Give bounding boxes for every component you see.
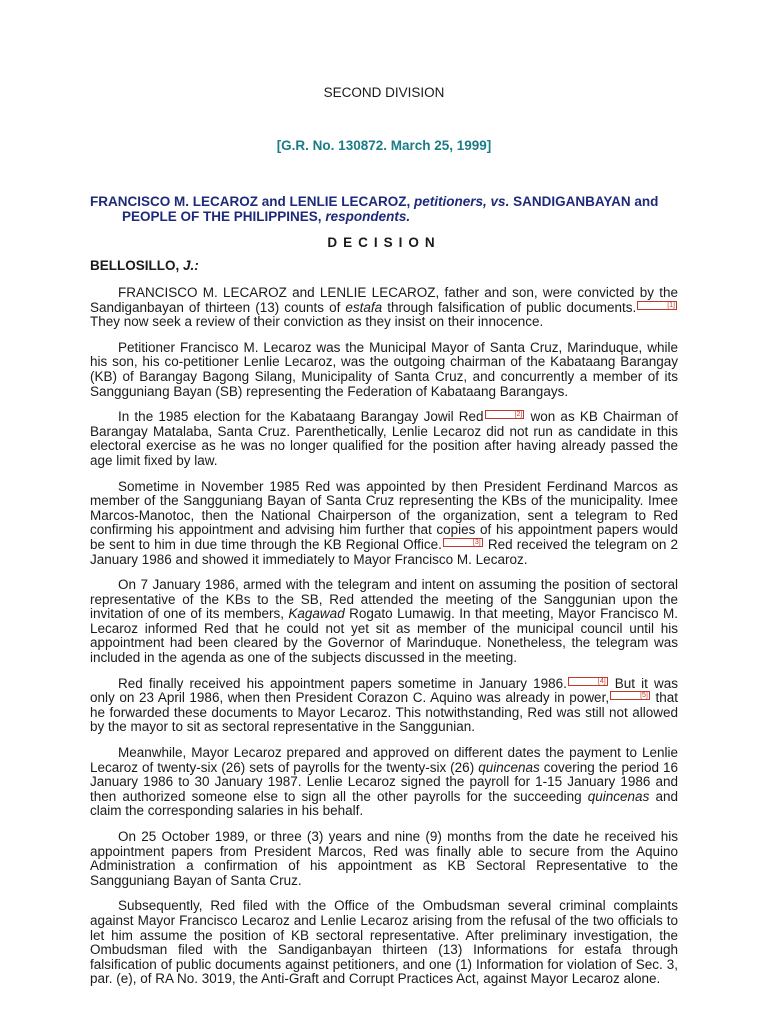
paragraph-5 (90, 578, 678, 666)
respondents-label: respondents. (325, 209, 411, 224)
p7-text-a: Meanwhile, Mayor Lecaroz prepared and approved on different dates the payment to Lenlie Lecaroz of twenty-six (26) sets of payrolls for the twenty-six (26) (90, 745, 678, 775)
division-heading: SECOND DIVISION (323, 85, 445, 100)
decision-body (90, 286, 678, 998)
petitioners-names: FRANCISCO M. LECAROZ and LENLIE LECAROZ, (90, 194, 411, 209)
p1-text-a: FRANCISCO M. LECAROZ and LENLIE LECAROZ, father and son, were convicted by the Sandiganbayan of thirteen (13) counts of (90, 285, 678, 315)
p7-italic-quincenas-2: quincenas (587, 788, 650, 804)
p5-text-c: Rogato Lumawig. In that meeting, Mayor Francisco M. Lecaroz informed Red that he could not yet sit as member of the municipal council until his appointment had been cleared by the Governor of Marinduque. Nonetheless, the telegram was included in the agenda as one of the subjects discussed in the meeting. (90, 606, 679, 666)
petitioners-label: petitioners, (414, 194, 487, 209)
p4-text-a: Sometime in November 1985 Red was appointed by then President Ferdinand Marcos as member of the Sangguniang Bayan of Santa Cruz representing the KBs of the municipality. Imee Marcos-Manotoc, then the National Chairperson of the organization, sent a telegram to Red confirming his appointment and advising him further that copies of his appointment papers would be sent to him in due time through the KB Regional Office. (90, 478, 678, 552)
p1-text-c: through falsification of public documents. (382, 299, 637, 315)
p7-text-c: covering the period 16 January 1986 to 30 January 1987. Lenlie Lecaroz signed the payroll for 1-15 January 1986 and then authorized someone else to sign all the other payrolls for the succeeding (90, 759, 679, 804)
p7-text-e: and claim the corresponding salaries in his behalf. (90, 788, 678, 819)
paragraph-4 (90, 480, 678, 568)
p5-text-a: On 7 January 1986, armed with the telegram and intent on assuming the position of sectoral representative of the KBs to the SB, Red attended the meeting of the Sanggunian upon the invitation of one of its members, (90, 577, 678, 622)
p3-text-a: In the 1985 election for the Kabataang Barangay Jowil Red (118, 409, 484, 425)
p4-text-b: Red received the telegram on 2 January 1986 and showed it immediately to Mayor Francisco M. Lecaroz. (90, 536, 678, 567)
respondents-names-line2: PEOPLE OF THE PHILIPPINES, (122, 209, 322, 224)
p5-italic-kagawad: Kagawad (288, 606, 345, 622)
footnote-link-1[interactable]: [1] (637, 301, 677, 310)
paragraph-3 (90, 410, 678, 468)
paragraph-9: Subsequently, Red filed with the Office of the Ombudsman several criminal complaints against Mayor Francisco Lecaroz and Lenlie Lecaroz arising from the refusal of the two officials to let him assume the position of KB sectoral representative. After preliminary investigation, the Ombudsman filed with the Sandiganbayan thirteen (13) Informations for estafa through falsification of public documents against petitioners, and one (1) Information for violation of Sec. 3, par. (e), of RA No. 3019, the Anti-Graft and Corrupt Practices Act, against Mayor Lecaroz alone. (90, 898, 678, 987)
footnote-link-5[interactable]: [5] (610, 691, 650, 700)
decision-title: DECISION (327, 235, 441, 250)
p6-text-c: that he forwarded these documents to Mayor Lecaroz. This notwithstanding, Red was still not allowed by the mayor to sit as sectoral representative in the Sanggunian. (90, 690, 678, 735)
footnote-link-2[interactable]: [2] (485, 410, 525, 419)
p6-text-b: But it was only on 23 April 1986, when then President Corazon C. Aquino was already in power, (90, 675, 678, 706)
paragraph-6 (90, 677, 678, 735)
paragraph-1 (90, 286, 678, 330)
case-number: [G.R. No. 130872. March 25, 1999] (276, 138, 492, 153)
paragraph-8: On 25 October 1989, or three (3) years and nine (9) months from the date he received his appointment papers from President Marcos, Red was finally able to secure from the Aquino Administration a confirmation of his appointment as KB Sectoral Representative to the Sangguniang Bayan of Santa Cruz. (90, 829, 678, 888)
respondents-names-line1: SANDIGANBAYAN and (513, 194, 659, 209)
p1-text-d: They now seek a review of their conviction as they insist on their innocence. (90, 314, 544, 330)
ponente (90, 258, 199, 273)
ponente-name: BELLOSILLO, (90, 258, 180, 273)
p1-italic-estafa: estafa (345, 299, 383, 315)
paragraph-7 (90, 746, 678, 819)
p3-text-b: won as KB Chairman of Barangay Matalaba, Santa Cruz. Parenthetically, Lenlie Lecaroz did not run as candidate in this electoral exercise as he was no longer qualified for the position after having already passed the age limit fixed by law. (90, 409, 678, 468)
versus-label: vs. (490, 194, 510, 209)
footnote-link-4[interactable]: [4] (568, 677, 608, 686)
paragraph-2: Petitioner Francisco M. Lecaroz was the Municipal Mayor of Santa Cruz, Marinduque, while his son, his co-petitioner Lenlie Lecaroz, was the outgoing chairman of the Kabataang Barangay (KB) of Barangay Bagong Silang, Municipality of Santa Cruz, and concurrently a member of its Sangguniang Bayan (SB) representing the Federation of Kabataang Barangays. (90, 339, 678, 399)
ponente-title: J.: (183, 258, 199, 273)
p7-italic-quincenas-1: quincenas (478, 759, 540, 775)
footnote-link-3[interactable]: [3] (443, 538, 483, 547)
p6-text-a: Red finally received his appointment papers sometime in January 1986. (118, 675, 567, 691)
case-caption (90, 194, 678, 224)
